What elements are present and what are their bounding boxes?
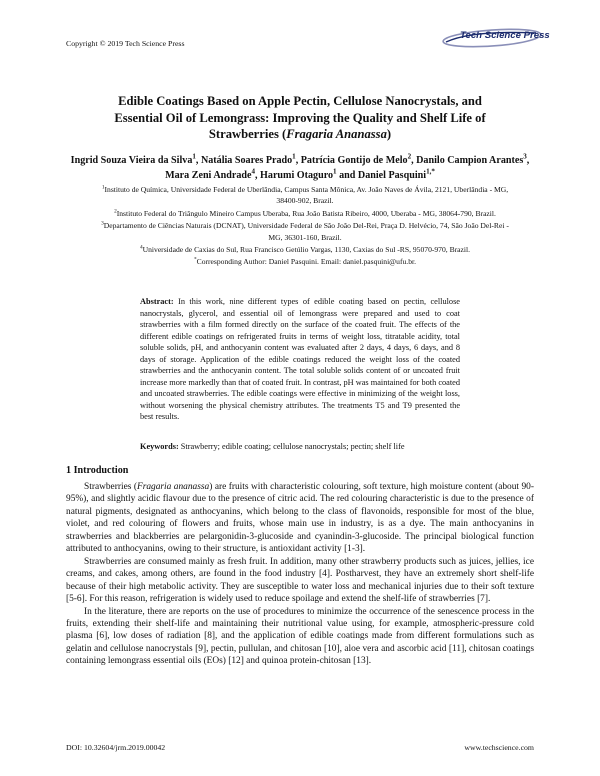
author: Daniel Pasquini$^{1,*}$	[357, 167, 435, 181]
paragraph: Strawberries are consumed mainly as fresh fruit. In addition, many other strawberry products such as juices, jellies, ice creams, and cakes, among others, are found in the food industry [4]. Postharvest, they have an extremely short shelf-life because of their high metabolic activity. They are susceptible to water loss and mechanical injuries due to their soft texture [5-6]. For this reason, refrigeration is widely used to reduce spoilage and extend the shelf-life of strawberries [7].	[66, 556, 534, 605]
abstract-text: In this work, nine different types of edible coating based on pectin, cellulose nanocrystals, glycerol, and essential oil of lemongrass were prepared and used to coat strawberries with a film formed directly on the surface of the coated fruit. The effects of the different edible coatings on refrigerated fruits in terms of weight loss, titratable acidity, total soluble solids, pH, and anthocyanin content was evaluated after 2 days, 4 days, 6 days, and 8 days of storage. Application of the edible coatings reduced the weight loss of the coated strawberries and the anthocyanin content. The total soluble solids content of or uncoated fruit increase more markedly than that of coated fruit. In contrast, pH was maintained for both coated and uncoated strawberries. The edible coatings were effective in minimizing of the weight loss, without worsening the physical chemistry attributes. The treatments T5 and T9 presented the best results.	[140, 297, 460, 421]
section-heading-introduction: 1 Introduction	[66, 465, 129, 476]
publisher-logo-text: Tech Science Press	[460, 30, 550, 41]
title-species-italic: Fragaria Ananassa	[286, 127, 387, 141]
title-line-2: Essential Oil of Lemongrass: Improving the Quality and Shelf Life of	[114, 110, 486, 125]
affiliation: $^3$Departamento de Ciências Naturais (DCNAT), Universidade Federal de São João Del-Rei, Praça D. Helvécio, 74, São João Del-Rei - MG, 36301-160, Brazil.	[101, 220, 509, 242]
keywords-label: Keywords:	[140, 442, 179, 451]
abstract-label: Abstract:	[140, 297, 174, 306]
title-line-3-suffix: )	[386, 127, 392, 141]
title-line-1: Edible Coatings Based on Apple Pectin, Cellulose Nanocrystals, and	[118, 94, 482, 108]
title-line-3	[60, 126, 540, 143]
author: Natália Soares Prado$^1$,	[200, 152, 301, 166]
introduction-body	[66, 481, 534, 668]
author: Danilo Campion Arantes$^3$,	[416, 152, 530, 166]
footer-website-link[interactable]: www.techscience.com	[464, 743, 534, 752]
title-line-3-prefix: Strawberries (	[208, 127, 287, 141]
affiliation: $^2$Instituto Federal do Triângulo Mineiro Campus Uberaba, Rua João Batista Ribeiro, 4000, Uberaba - MG, 38064-790, Brazil.	[114, 208, 496, 218]
paper-title	[60, 93, 540, 143]
keywords-text: Strawberry; edible coating; cellulose nanocrystals; pectin; shelf life	[180, 442, 405, 451]
author: Patrícia Gontijo de Melo$^2$,	[300, 152, 417, 166]
author: Harumi Otaguro$^1$ and	[260, 167, 358, 181]
publisher-logo[interactable]	[432, 27, 550, 49]
abstract	[140, 296, 460, 423]
copyright-notice: Copyright © 2019 Tech Science Press	[66, 39, 185, 48]
author: Mara Zeni Andrade$^4$,	[165, 167, 261, 181]
affiliation: $^4$Universidade de Caxias do Sul, Rua Francisco Getúlio Vargas, 1130, Caxias do Sul -RS, 95070-970, Brazil.	[139, 244, 471, 255]
paragraph: In the literature, there are reports on the use of procedures to minimize the occurrence of the senescence process in the fruits, extending their shelf-life and maintaining their nutritional value using, for example, atmospheric-pressure cold plasma [6], low doses of radiation [8], and the application of edible coatings made from different formulations such as gelatin and cellulose nanocrystals [9], pectin, pullulan, and chitosan [10], aloe vera and ascorbic acid [11], chitosan coatings containing lemongrass essential oils (EOs) [12] and quinoa protein-chitosan [13].	[66, 606, 534, 667]
footer-doi[interactable]: DOI: 10.32604/jrm.2019.00042	[66, 743, 166, 752]
author-list	[60, 154, 540, 183]
paragraph: Strawberries (Fragaria ananassa) are fruits with characteristic colouring, soft texture, high moisture content (about 90-95%), and slightly acidic flavour due to the presence of citric acid. The red colouring characteristic is due to the presence of natural pigments, designated as anthocyanins, which belong to the class of flavonoids, responsible for most of the blue, violet, and red colouring of flowers and fruits, whose main use in industry, is as a dye. The main anthocyanins in strawberries and blackberries are pelargonidin-3-glucoside and cyanindin-3-glucoside. The principal biological function attributed to anthocyanins, owing to their structure, is antioxidant activity [1-3].	[66, 482, 534, 555]
author: Ingrid Souza Vieira da Silva$^1$,	[70, 152, 201, 166]
corresponding-author: *Corresponding Author: Daniel Pasquini. Email: daniel.pasquini@ufu.br.	[193, 256, 417, 267]
affiliations	[98, 184, 512, 269]
keywords	[140, 442, 480, 451]
affiliation: $^1$Instituto de Química, Universidade Federal de Uberlândia, Campus Santa Mônica, Av. João Naves de Ávila, 2121, Uberlândia - MG, 38400-902, Brazil.	[101, 184, 509, 206]
